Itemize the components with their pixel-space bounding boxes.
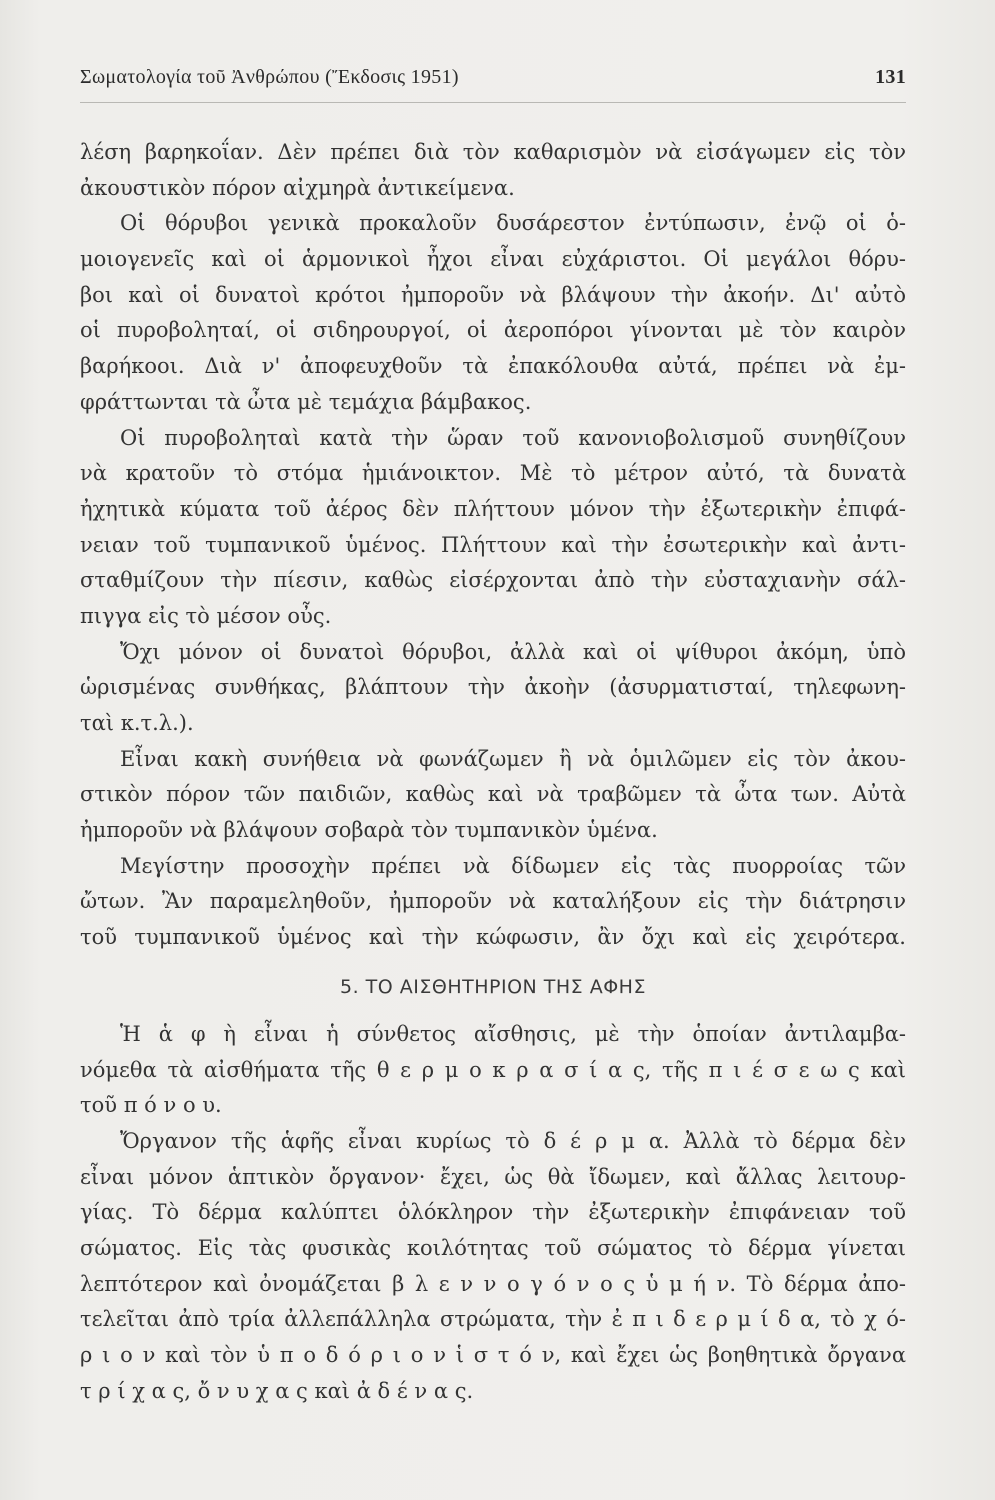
text-line: νὰ κρατοῦν τὸ στόμα ἡμιάνοικτον. Μὲ τὸ μέτρον αὐτό, τὰ δυνατὰ bbox=[80, 461, 906, 486]
section-heading: 5. ΤΟ ΑΙΣΘΗΤΗΡΙΟΝ ΤΗΣ ΑΦΗΣ bbox=[340, 975, 646, 998]
text-line: Ἡ ἁ φ ὴ εἶναι ἡ σύνθετος αἴσθησις, μὲ τὴν ὁποίαν ἀντιλαμβα- bbox=[120, 1021, 906, 1046]
text-line: εἶναι μόνον ἁπτικὸν ὄργανον· ἔχει, ὡς θὰ ἴδωμεν, καὶ ἄλλας λειτουρ- bbox=[80, 1164, 906, 1189]
text-line: Ὄργανον τῆς ἁφῆς εἶναι κυρίως τὸ δ έ ρ μ α. Ἀλλὰ τὸ δέρμα δὲν bbox=[120, 1128, 906, 1153]
text-line: μοιογενεῖς καὶ οἱ ἁρμονικοὶ ἦχοι εἶναι εὐχάριστοι. Οἱ μεγάλοι θόρυ- bbox=[80, 247, 906, 272]
text-line: νόμεθα τὰ αἰσθήματα τῆς θ ε ρ μ ο κ ρ α σ ί α ς, τῆς π ι έ σ ε ω ς καὶ bbox=[80, 1057, 906, 1082]
text-line: σταθμίζουν τὴν πίεσιν, καθὼς εἰσέρχονται ἀπὸ τὴν εὐσταχιανὴν σάλ- bbox=[80, 568, 906, 593]
text-line: λεπτότερον καὶ ὀνομάζεται β λ ε ν ν ο γ ό ν ο ς ὑ μ ή ν. Τὸ δέρμα ἀπο- bbox=[80, 1271, 906, 1296]
text-line: Οἱ θόρυβοι γενικὰ προκαλοῦν δυσάρεστον ἐντύπωσιν, ἐνῷ οἱ ὁ- bbox=[120, 211, 906, 236]
text-line: ὤτων. Ἂν παραμεληθοῦν, ἠμποροῦν νὰ καταλήξουν εἰς τὴν διάτρησιν bbox=[80, 889, 906, 914]
text-line: βαρήκοοι. Διὰ ν' ἀποφευχθοῦν τὰ ἐπακόλουθα αὐτά, πρέπει νὰ ἐμ- bbox=[80, 354, 906, 379]
text-line: τοῦ π ό ν ο υ. bbox=[80, 1093, 222, 1118]
text-line: ἠμποροῦν νὰ βλάψουν σοβαρὰ τὸν τυμπανικὸν ὑμένα. bbox=[80, 818, 658, 843]
text-line: γίας. Τὸ δέρμα καλύπτει ὁλόκληρον τὴν ἐξωτερικὴν ἐπιφάνειαν τοῦ bbox=[80, 1200, 906, 1225]
running-head bbox=[80, 66, 906, 98]
text-line: νειαν τοῦ τυμπανικοῦ ὑμένος. Πλήττουν καὶ τὴν ἐσωτερικὴν καὶ ἀντι- bbox=[80, 532, 906, 557]
text-line: ταὶ κ.τ.λ.). bbox=[80, 711, 194, 735]
text-line: ρ ι ο ν καὶ τὸν ὑ π ο δ ό ρ ι ο ν ἱ σ τ ό ν, καὶ ἔχει ὡς βοηθητικὰ ὄργανα bbox=[80, 1343, 906, 1367]
text-line: στικὸν πόρον τῶν παιδιῶν, καθὼς καὶ νὰ τραβῶμεν τὰ ὦτα των. Αὐτὰ bbox=[80, 782, 906, 807]
text-line: οἱ πυροβοληταί, οἱ σιδηρουργοί, οἱ ἀεροπόροι γίνονται μὲ τὸν καιρὸν bbox=[80, 318, 906, 343]
text-line: Ὄχι μόνον οἱ δυνατοὶ θόρυβοι, ἀλλὰ καὶ οἱ ψίθυροι ἀκόμη, ὑπὸ bbox=[120, 639, 906, 664]
text-line: σώματος. Εἰς τὰς φυσικὰς κοιλότητας τοῦ σώματος τὸ δέρμα γίνεται bbox=[80, 1235, 906, 1260]
text-line: λέση βαρηκοΐαν. Δὲν πρέπει διὰ τὸν καθαρισμὸν νὰ εἰσάγωμεν εἰς τὸν bbox=[80, 140, 906, 164]
text-line: ἀκουστικὸν πόρον αἰχμηρὰ ἀντικείμενα. bbox=[80, 175, 515, 200]
text-line: φράττωνται τὰ ὦτα μὲ τεμάχια βάμβακος. bbox=[80, 389, 532, 414]
text-line: Οἱ πυροβοληταὶ κατὰ τὴν ὥραν τοῦ κανονιοβολισμοῦ συνηθίζουν bbox=[120, 425, 906, 450]
body-text bbox=[80, 135, 906, 1409]
text-line: πιγγα εἰς τὸ μέσον οὖς. bbox=[80, 603, 332, 628]
text-line: τοῦ τυμπανικοῦ ὑμένος καὶ τὴν κώφωσιν, ἂν ὄχι καὶ εἰς χειρότερα. bbox=[80, 925, 906, 950]
text-line: τ ρ ί χ α ς, ὄ ν υ χ α ς καὶ ἀ δ έ ν α ς. bbox=[80, 1378, 474, 1403]
page-number: 131 bbox=[875, 66, 906, 88]
text-line: ὡρισμένας συνθήκας, βλάπτουν τὴν ἀκοὴν (ἀσυρματισταί, τηλεφωνη- bbox=[80, 675, 906, 700]
header-rule bbox=[80, 102, 906, 103]
running-title: Σωματολογία τοῦ Ἀνθρώπου (Ἔκδοσις 1951) bbox=[80, 66, 459, 88]
text-line: βοι καὶ οἱ δυνατοὶ κρότοι ἠμποροῦν νὰ βλάψουν τὴν ἀκοήν. Δι' αὐτὸ bbox=[80, 282, 906, 307]
text-line: Εἶναι κακὴ συνήθεια νὰ φωνάζωμεν ἢ νὰ ὁμιλῶμεν εἰς τὸν ἀκου- bbox=[120, 746, 906, 771]
text-line: Μεγίστην προσοχὴν πρέπει νὰ δίδωμεν εἰς τὰς πυορροίας τῶν bbox=[120, 853, 906, 878]
text-line: τελεῖται ἀπὸ τρία ἀλλεπάλληλα στρώματα, τὴν ἐ π ι δ ε ρ μ ί δ α, τὸ χ ό- bbox=[80, 1307, 906, 1332]
text-line: ἠχητικὰ κύματα τοῦ ἀέρος δὲν πλήττουν μόνον τὴν ἐξωτερικὴν ἐπιφά- bbox=[80, 496, 906, 521]
